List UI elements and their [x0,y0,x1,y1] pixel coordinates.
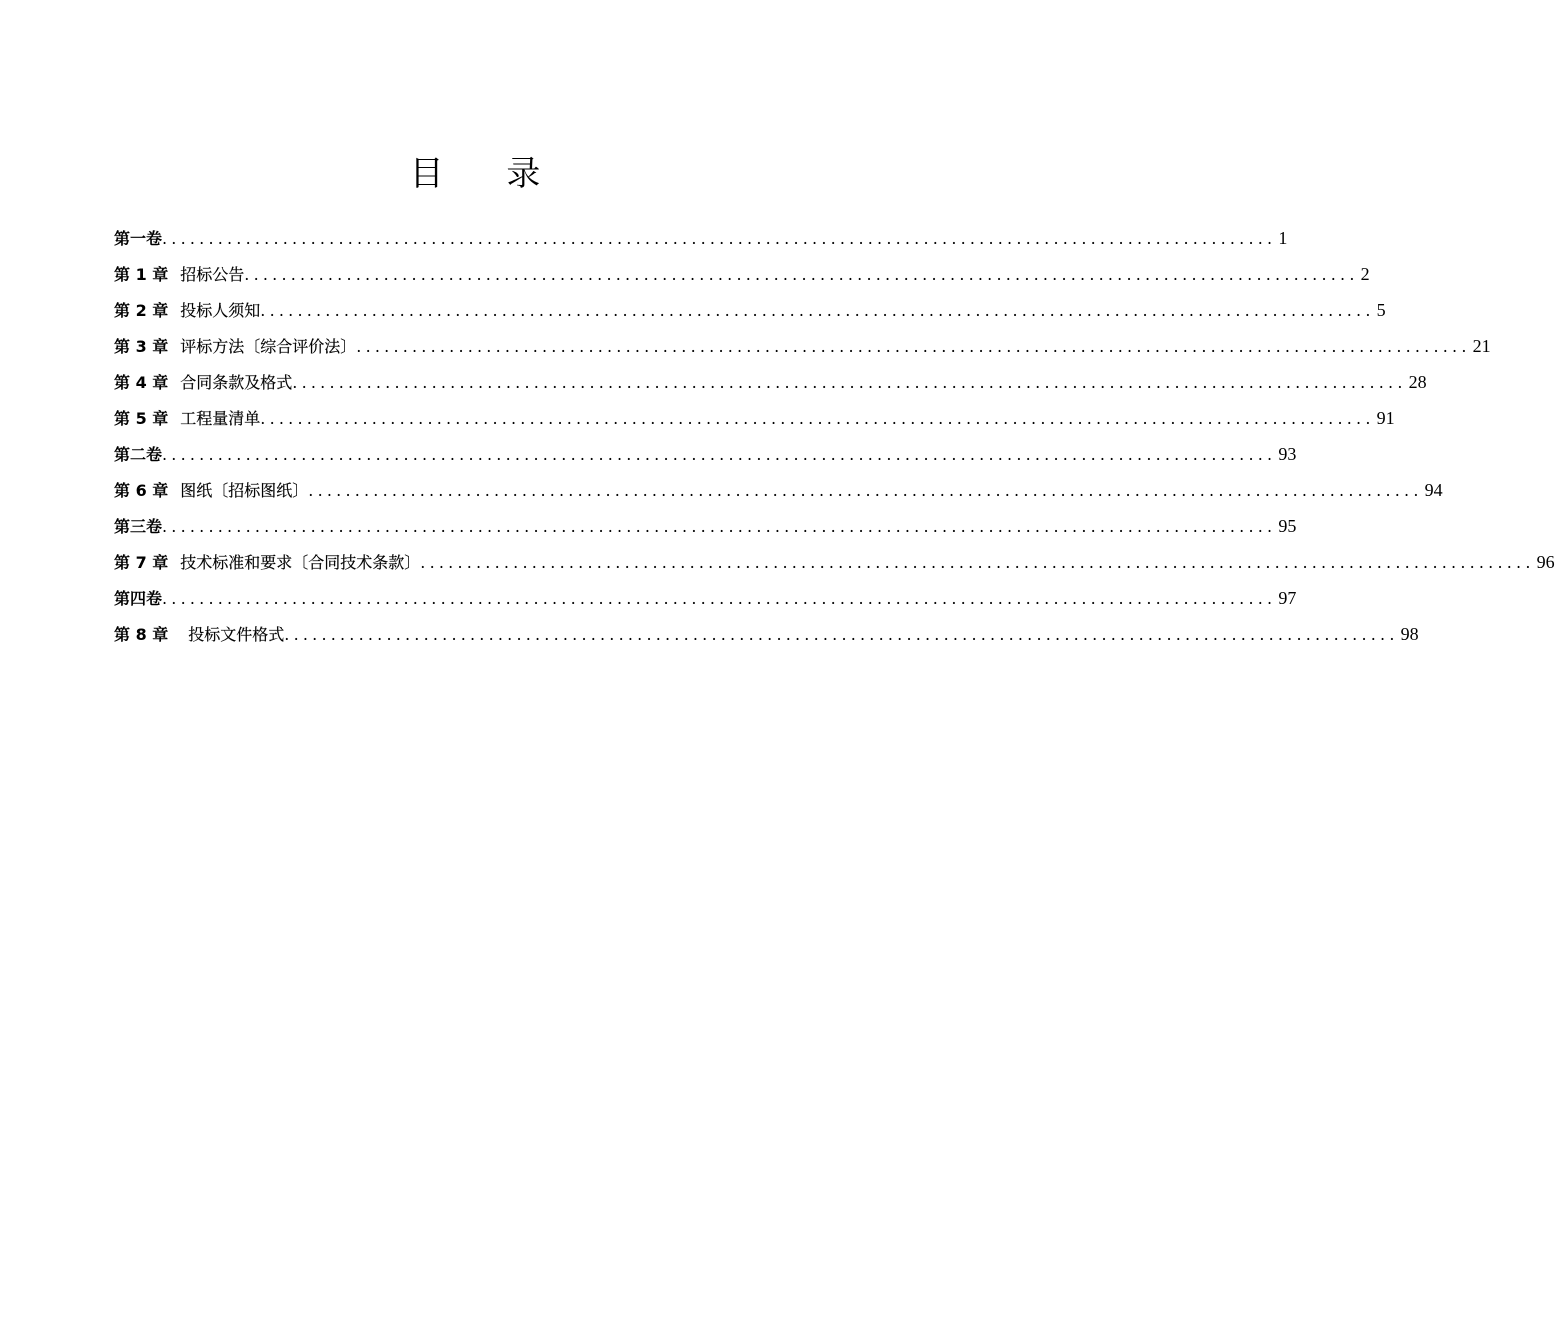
toc-entry[interactable] [114,618,1419,654]
toc-page-number: 96 [1536,552,1555,572]
toc-chapter: 第 2 章 [114,301,169,320]
toc-chapter: 第 8 章 [114,625,169,644]
toc-entry-label [114,583,162,615]
toc-chapter-name: 工程量清单 [180,409,261,428]
toc-entry-label [114,511,162,543]
page-title: 目 录 [409,153,567,194]
toc-page-number: 98 [1400,624,1419,644]
toc-entry-label [114,439,162,471]
toc-dot-leader: ........................................................................................................................ [420,553,1535,572]
toc-page-number: 95 [1278,516,1297,536]
toc-entry[interactable] [114,402,1395,438]
toc-chapter: 第二卷 [114,445,163,464]
toc-page-number: 91 [1376,408,1395,428]
toc-entry[interactable] [114,222,1288,258]
toc-page-number: 1 [1278,228,1288,248]
toc-entry[interactable] [114,510,1297,546]
toc-entry-label [114,331,356,363]
toc-chapter-name: 评标方法〔综合评价法〕 [180,337,357,356]
toc-chapter: 第 3 章 [114,337,169,356]
toc-chapter: 第 6 章 [114,481,169,500]
toc-page-number: 28 [1408,372,1427,392]
toc-dot-leader: ........................................................................................................................ [244,265,1359,284]
toc-dot-leader: ........................................................................................................................ [162,589,1277,608]
toc-entry[interactable] [114,294,1386,330]
toc-entry-label [114,223,162,255]
toc-page-number: 21 [1472,336,1491,356]
toc-chapter-name: 图纸〔招标图纸〕 [180,481,309,500]
toc-dot-leader: ........................................................................................................................ [162,229,1277,248]
toc-chapter: 第四卷 [114,589,163,608]
toc-page-number: 2 [1360,264,1370,284]
toc-entry[interactable] [114,330,1491,366]
toc-page-number: 94 [1424,480,1443,500]
toc-dot-leader: ........................................................................................................................ [284,625,1399,644]
toc-chapter: 第 4 章 [114,373,169,392]
toc-dot-leader: ........................................................................................................................ [356,337,1471,356]
toc-entry[interactable] [114,366,1427,402]
toc-entry[interactable] [114,438,1297,474]
toc-page-number: 97 [1278,588,1297,608]
toc-chapter-name: 招标公告 [180,265,245,284]
toc-entry-label [114,619,284,651]
toc-chapter-name: 技术标准和要求〔合同技术条款〕 [180,553,421,572]
table-of-contents [114,222,1555,654]
toc-page-number: 5 [1376,300,1386,320]
toc-chapter: 第 7 章 [114,553,169,572]
toc-entry[interactable] [114,474,1443,510]
toc-dot-leader: ........................................................................................................................ [292,373,1407,392]
toc-chapter-name: 投标文件格式 [188,625,285,644]
toc-chapter: 第三卷 [114,517,163,536]
toc-entry-label [114,475,308,507]
toc-chapter-name: 投标人须知 [180,301,261,320]
toc-entry-label [114,259,244,291]
toc-entry[interactable] [114,582,1297,618]
toc-entry[interactable] [114,546,1555,582]
toc-entry-label [114,547,420,579]
toc-dot-leader: ........................................................................................................................ [260,301,1375,320]
toc-chapter: 第 5 章 [114,409,169,428]
toc-dot-leader: ........................................................................................................................ [260,409,1375,428]
toc-entry-label [114,403,260,435]
toc-page-number: 93 [1278,444,1297,464]
toc-chapter: 第 1 章 [114,265,169,284]
toc-entry-label [114,367,292,399]
toc-chapter: 第一卷 [114,229,163,248]
toc-entry[interactable] [114,258,1370,294]
toc-entry-label [114,295,260,327]
toc-dot-leader: ........................................................................................................................ [162,445,1277,464]
toc-dot-leader: ........................................................................................................................ [308,481,1423,500]
toc-dot-leader: ........................................................................................................................ [162,517,1277,536]
toc-chapter-name: 合同条款及格式 [180,373,293,392]
